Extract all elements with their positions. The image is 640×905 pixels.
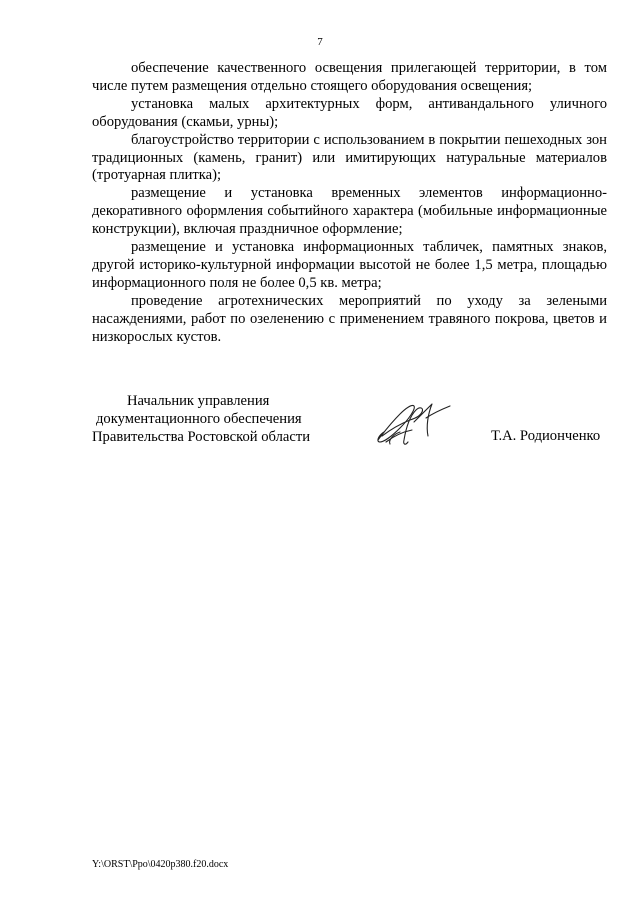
file-path: Y:\ORST\Ppo\0420p380.f20.docx xyxy=(92,859,229,870)
list-item: обеспечение качественного освещения прилегающей территории, в том числе путем размещения отдельно стоящего оборудования освещения; xyxy=(92,60,607,94)
signatory-position xyxy=(92,393,310,447)
page-number: 7 xyxy=(317,36,323,48)
position-line: Начальник управления xyxy=(127,393,270,409)
list-item: размещение и установка информационных табличек, памятных знаков, другой историко-культурной информации высотой не более 1,5 метра, площадью информационного поля не более 0,5 кв. метра; xyxy=(92,239,607,291)
list-item: благоустройство территории с использованием в покрытии пешеходных зон традиционных (камень, гранит) или имитирующих натуральные материалов (тротуарная плитка); xyxy=(92,131,607,184)
handwritten-signature xyxy=(370,396,460,452)
position-line: документационного обеспечения xyxy=(96,410,302,427)
list-item: размещение и установка временных элементов информационно-декоративного оформления событийного характера (мобильные информационные конструкции), включая праздничное оформление; xyxy=(92,185,607,238)
list-item: установка малых архитектурных форм, антивандального уличного оборудования (скамьи, урны); xyxy=(92,95,607,130)
position-line: Правительства Ростовской области xyxy=(92,428,311,445)
signer-name: Т.А. Родионченко xyxy=(491,428,601,444)
list-item: проведение агротехнических мероприятий по уходу за зелеными насаждениями, работ по озеленению с применением травяного покрова, цветов и низкорослых кустов. xyxy=(92,292,607,345)
document-body xyxy=(92,60,607,347)
